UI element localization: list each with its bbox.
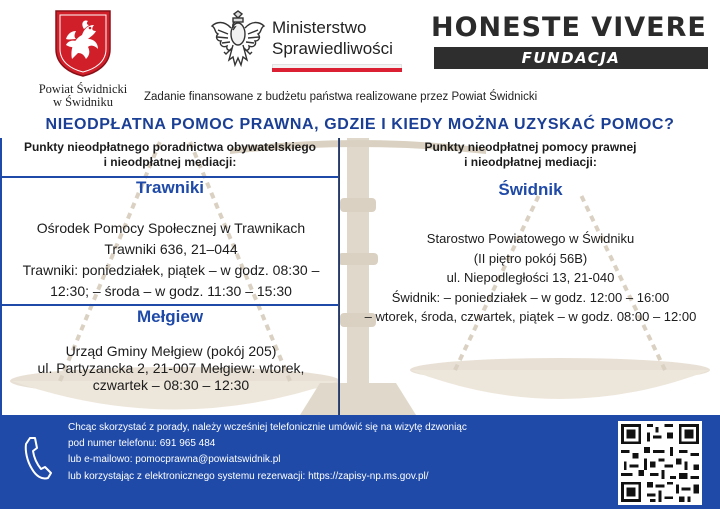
- foundation-sub-label: FUNDACJA: [434, 47, 708, 69]
- civic-advice-column: [0, 138, 340, 415]
- civic-advice-heading: [2, 140, 338, 170]
- contact-line-intro: Chcąc skorzystać z porady, należy wcześniej telefonicznie umówić się na wizytę dzwoniąc: [68, 422, 467, 433]
- trawniki-line: Trawniki 636, 21–044: [104, 241, 238, 257]
- phone-handset-icon: [22, 435, 54, 481]
- polish-flag-bar: [272, 64, 402, 73]
- location-details-trawniki: [6, 218, 336, 302]
- contact-info: [68, 420, 467, 485]
- melgiew-line: Urząd Gminy Mełgiew (pokój 205): [65, 343, 277, 359]
- swidnik-line: Świdnik: – poniedziałek – w godz. 12:00 – 16:00: [391, 289, 670, 305]
- swidnik-line: – wtorek, środa, czwartek, piątek – w godz. 08:00 – 12:00: [364, 309, 697, 324]
- section-divider: [2, 304, 338, 306]
- location-city-melgiew: Mełgiew: [136, 307, 204, 326]
- location-city-trawniki: Trawniki: [135, 178, 205, 197]
- contact-line-email[interactable]: lub e-mailowo: pomocprawna@powiatswidnik.pl: [68, 454, 281, 466]
- location-details-melgiew: [6, 343, 336, 394]
- page-title: NIEODPŁATNA POMOC PRAWNA, GDZIE I KIEDY MOŻNA UZYSKAĆ POMOC?: [45, 116, 675, 133]
- contact-footer: [0, 415, 720, 509]
- content-area: [0, 138, 720, 415]
- powiat-name-line2: w Świdniku: [52, 95, 114, 109]
- trawniki-line: Ośrodek Pomocy Społecznej w Trawnikach: [36, 220, 306, 236]
- foundation-name: HONESTE VIVERE: [431, 12, 707, 43]
- powiat-name-line1: Powiat Świdnicki: [38, 82, 128, 96]
- contact-line-booking[interactable]: lub korzystając z elektronicznego systemu rezerwacji: https://zapisy-np.ms.gov.pl/: [68, 470, 429, 482]
- melgiew-line: czwartek – 08:30 – 12:30: [92, 377, 250, 393]
- legal-aid-column: [339, 138, 720, 415]
- swidnik-line: ul. Niepodległości 13, 21-040: [446, 270, 615, 285]
- legal-aid-heading-line2: i nieodpłatnej mediacji:: [464, 155, 597, 169]
- header: [0, 0, 720, 133]
- qr-code-icon[interactable]: [618, 421, 702, 505]
- polish-eagle-emblem: [210, 10, 266, 72]
- civic-advice-heading-line2: i nieodpłatnej mediacji:: [103, 155, 237, 169]
- legal-aid-heading: [340, 140, 720, 170]
- contact-line-phone[interactable]: pod numer telefonu: 691 965 484: [68, 438, 216, 450]
- ministry-line2: Sprawiedliwości: [272, 39, 393, 58]
- swidnik-line: (II piętro pokój 56B): [473, 250, 588, 266]
- location-details-swidnik: [340, 229, 720, 327]
- powiat-name: [28, 83, 138, 109]
- civic-advice-heading-line1: Punkty nieodpłatnego poradnictwa obywatelskiego: [23, 140, 317, 154]
- location-city-swidnik: Świdnik: [498, 180, 563, 199]
- funding-note: Zadanie finansowane z budżetu państwa realizowane przez Powiat Świdnicki: [144, 91, 538, 103]
- legal-aid-heading-line1: Punkty nieodpłatnej pomocy prawnej: [424, 140, 637, 154]
- trawniki-line: Trawniki: poniedziałek, piątek – w godz. 08:30 –: [22, 262, 320, 278]
- trawniki-line: 12:30; – środa – w godz. 11:30 – 15:30: [50, 283, 292, 299]
- ministry-line1: Ministerstwo: [272, 18, 367, 37]
- powiat-crest-logo: [54, 9, 112, 77]
- ministry-name: [272, 17, 393, 59]
- swidnik-line: Starostwo Powiatowego w Świdniku: [426, 231, 635, 246]
- melgiew-line: ul. Partyzancka 2, 21-007 Mełgiew: wtorek,: [37, 360, 305, 376]
